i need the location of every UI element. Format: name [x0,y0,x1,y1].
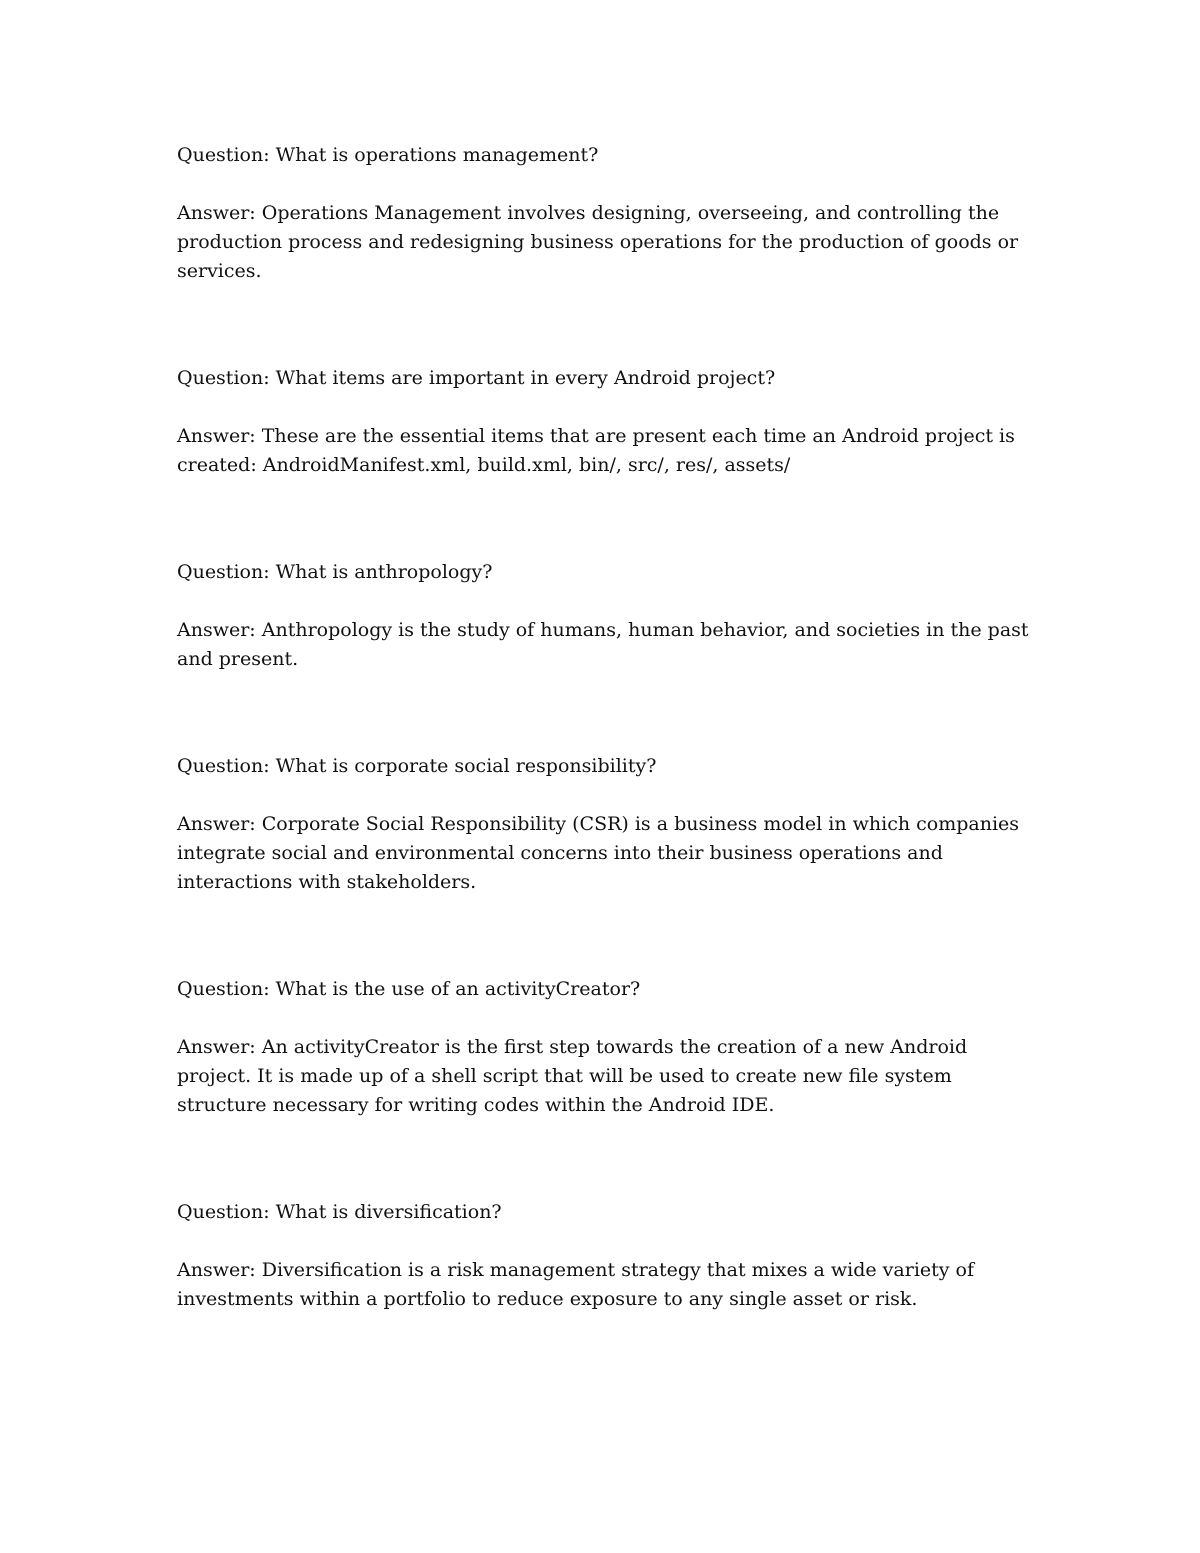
answer-text: Answer: These are the essential items that are present each time an Android project is created: AndroidManifest.xml, build.xml, bin/, src/, res/, assets/ [177,425,1015,476]
qa-block-activitycreator [177,975,1037,1120]
qa-block-diversification [177,1198,1037,1314]
qa-block-corporate-social-responsibility [177,752,1037,897]
question-text: Question: What is anthropology? [177,561,493,583]
question-text: Question: What items are important in every Android project? [177,367,776,389]
question-text: Question: What is the use of an activityCreator? [177,978,641,1000]
qa-block-android-project-items [177,364,1037,480]
answer-text: Answer: An activityCreator is the first step towards the creation of a new Android project. It is made up of a shell script that will be used to create new file system structure necessary for writing codes within the Android IDE. [177,1036,968,1116]
question-text: Question: What is corporate social responsibility? [177,755,657,777]
answer-text: Answer: Anthropology is the study of humans, human behavior, and societies in the past and present. [177,619,1029,670]
qa-block-anthropology [177,558,1037,674]
document-body [177,141,1037,1314]
question-text: Question: What is diversification? [177,1201,502,1223]
qa-block-operations-management [177,141,1037,286]
question-text: Question: What is operations management? [177,144,599,166]
answer-text: Answer: Operations Management involves designing, overseeing, and controlling the production process and redesigning business operations for the production of goods or services. [177,202,1019,282]
answer-text: Answer: Diversification is a risk management strategy that mixes a wide variety of investments within a portfolio to reduce exposure to any single asset or risk. [177,1259,975,1310]
answer-text: Answer: Corporate Social Responsibility (CSR) is a business model in which companies integrate social and environmental concerns into their business operations and interactions with stakeholders. [177,813,1020,893]
